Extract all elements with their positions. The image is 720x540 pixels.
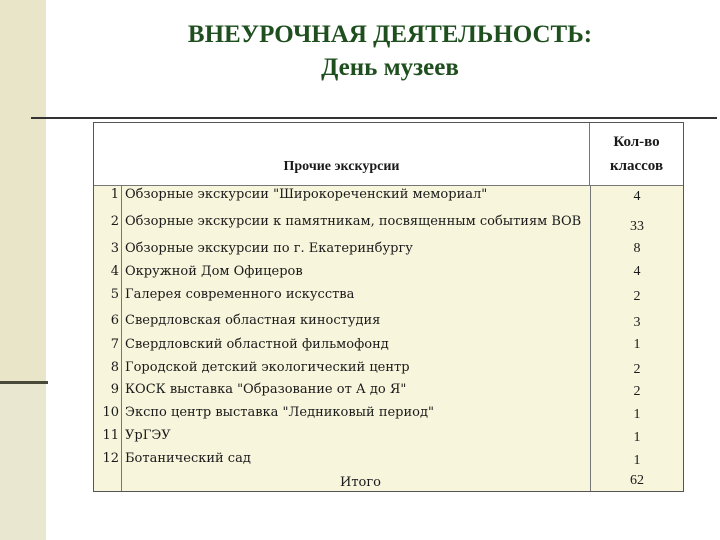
table-row: [94, 405, 683, 427]
slide-title: [60, 18, 720, 84]
row-count: 1: [633, 430, 641, 445]
row-number: 8: [110, 360, 119, 375]
table-row: [94, 214, 683, 236]
row-name: Окружной Дом Офицеров: [125, 264, 303, 279]
row-name: КОСК выставка "Образование от А до Я": [125, 382, 407, 397]
table-row: [94, 287, 683, 309]
total-label: Итого: [340, 475, 381, 490]
row-name: Обзорные экскурсии к памятникам, посвященным событиям ВОВ: [125, 214, 582, 229]
table-row: [94, 313, 683, 335]
title-line-2: День музеев: [321, 54, 459, 81]
row-number: 9: [110, 382, 119, 397]
decorative-left-line: [0, 381, 48, 384]
row-name: Экспо центр выставка "Ледниковый период": [125, 405, 434, 420]
row-count: 1: [633, 453, 641, 468]
row-number: 1: [110, 187, 119, 202]
table-header: [94, 123, 683, 186]
row-count: 4: [633, 264, 641, 279]
row-number: 11: [102, 428, 119, 443]
row-count: 1: [633, 337, 641, 352]
row-number: 2: [110, 214, 119, 229]
row-count: 2: [633, 289, 641, 304]
row-name: Городской детский экологический центр: [125, 360, 410, 375]
row-number: 3: [110, 241, 119, 256]
table-row: [94, 428, 683, 450]
row-count: 1: [633, 407, 641, 422]
row-count: 3: [633, 315, 641, 330]
row-name: Обзорные экскурсии по г. Екатеринбургу: [125, 241, 413, 256]
row-count: 2: [633, 384, 641, 399]
table-row: [94, 241, 683, 263]
table-row: [94, 187, 683, 209]
row-count: 8: [633, 241, 641, 256]
decorative-left-bar: [0, 0, 46, 540]
row-name: Галерея современного искусства: [125, 287, 355, 302]
table-row: [94, 360, 683, 382]
row-name: Свердловский областной фильмофонд: [125, 337, 389, 352]
header-count-label: Кол-во классов: [609, 134, 664, 174]
row-name: Свердловская областная киностудия: [125, 313, 381, 328]
row-count: 4: [633, 189, 641, 204]
table-row: [94, 264, 683, 286]
total-value: 62: [630, 473, 644, 488]
row-name: УрГЭУ: [125, 428, 171, 443]
row-number: 7: [110, 337, 119, 352]
row-number: 6: [110, 313, 119, 328]
table-row: [94, 337, 683, 359]
row-count: 33: [630, 219, 644, 234]
title-line-1: ВНЕУРОЧНАЯ ДЕЯТЕЛЬНОСТЬ:: [187, 21, 593, 48]
table-row: [94, 451, 683, 473]
row-name: Ботанический сад: [125, 451, 251, 466]
row-number: 4: [110, 264, 119, 279]
row-number: 12: [102, 451, 119, 466]
excursions-table: [93, 122, 684, 492]
header-count: [590, 123, 683, 185]
title-divider: [31, 117, 717, 119]
table-row: [94, 382, 683, 404]
row-count: 2: [633, 362, 641, 377]
row-number: 10: [102, 405, 119, 420]
header-excursions: Прочие экскурсии: [94, 123, 590, 185]
row-number: 5: [110, 287, 119, 302]
row-name: Обзорные экскурсии "Широкореченский мемориал": [125, 187, 488, 202]
